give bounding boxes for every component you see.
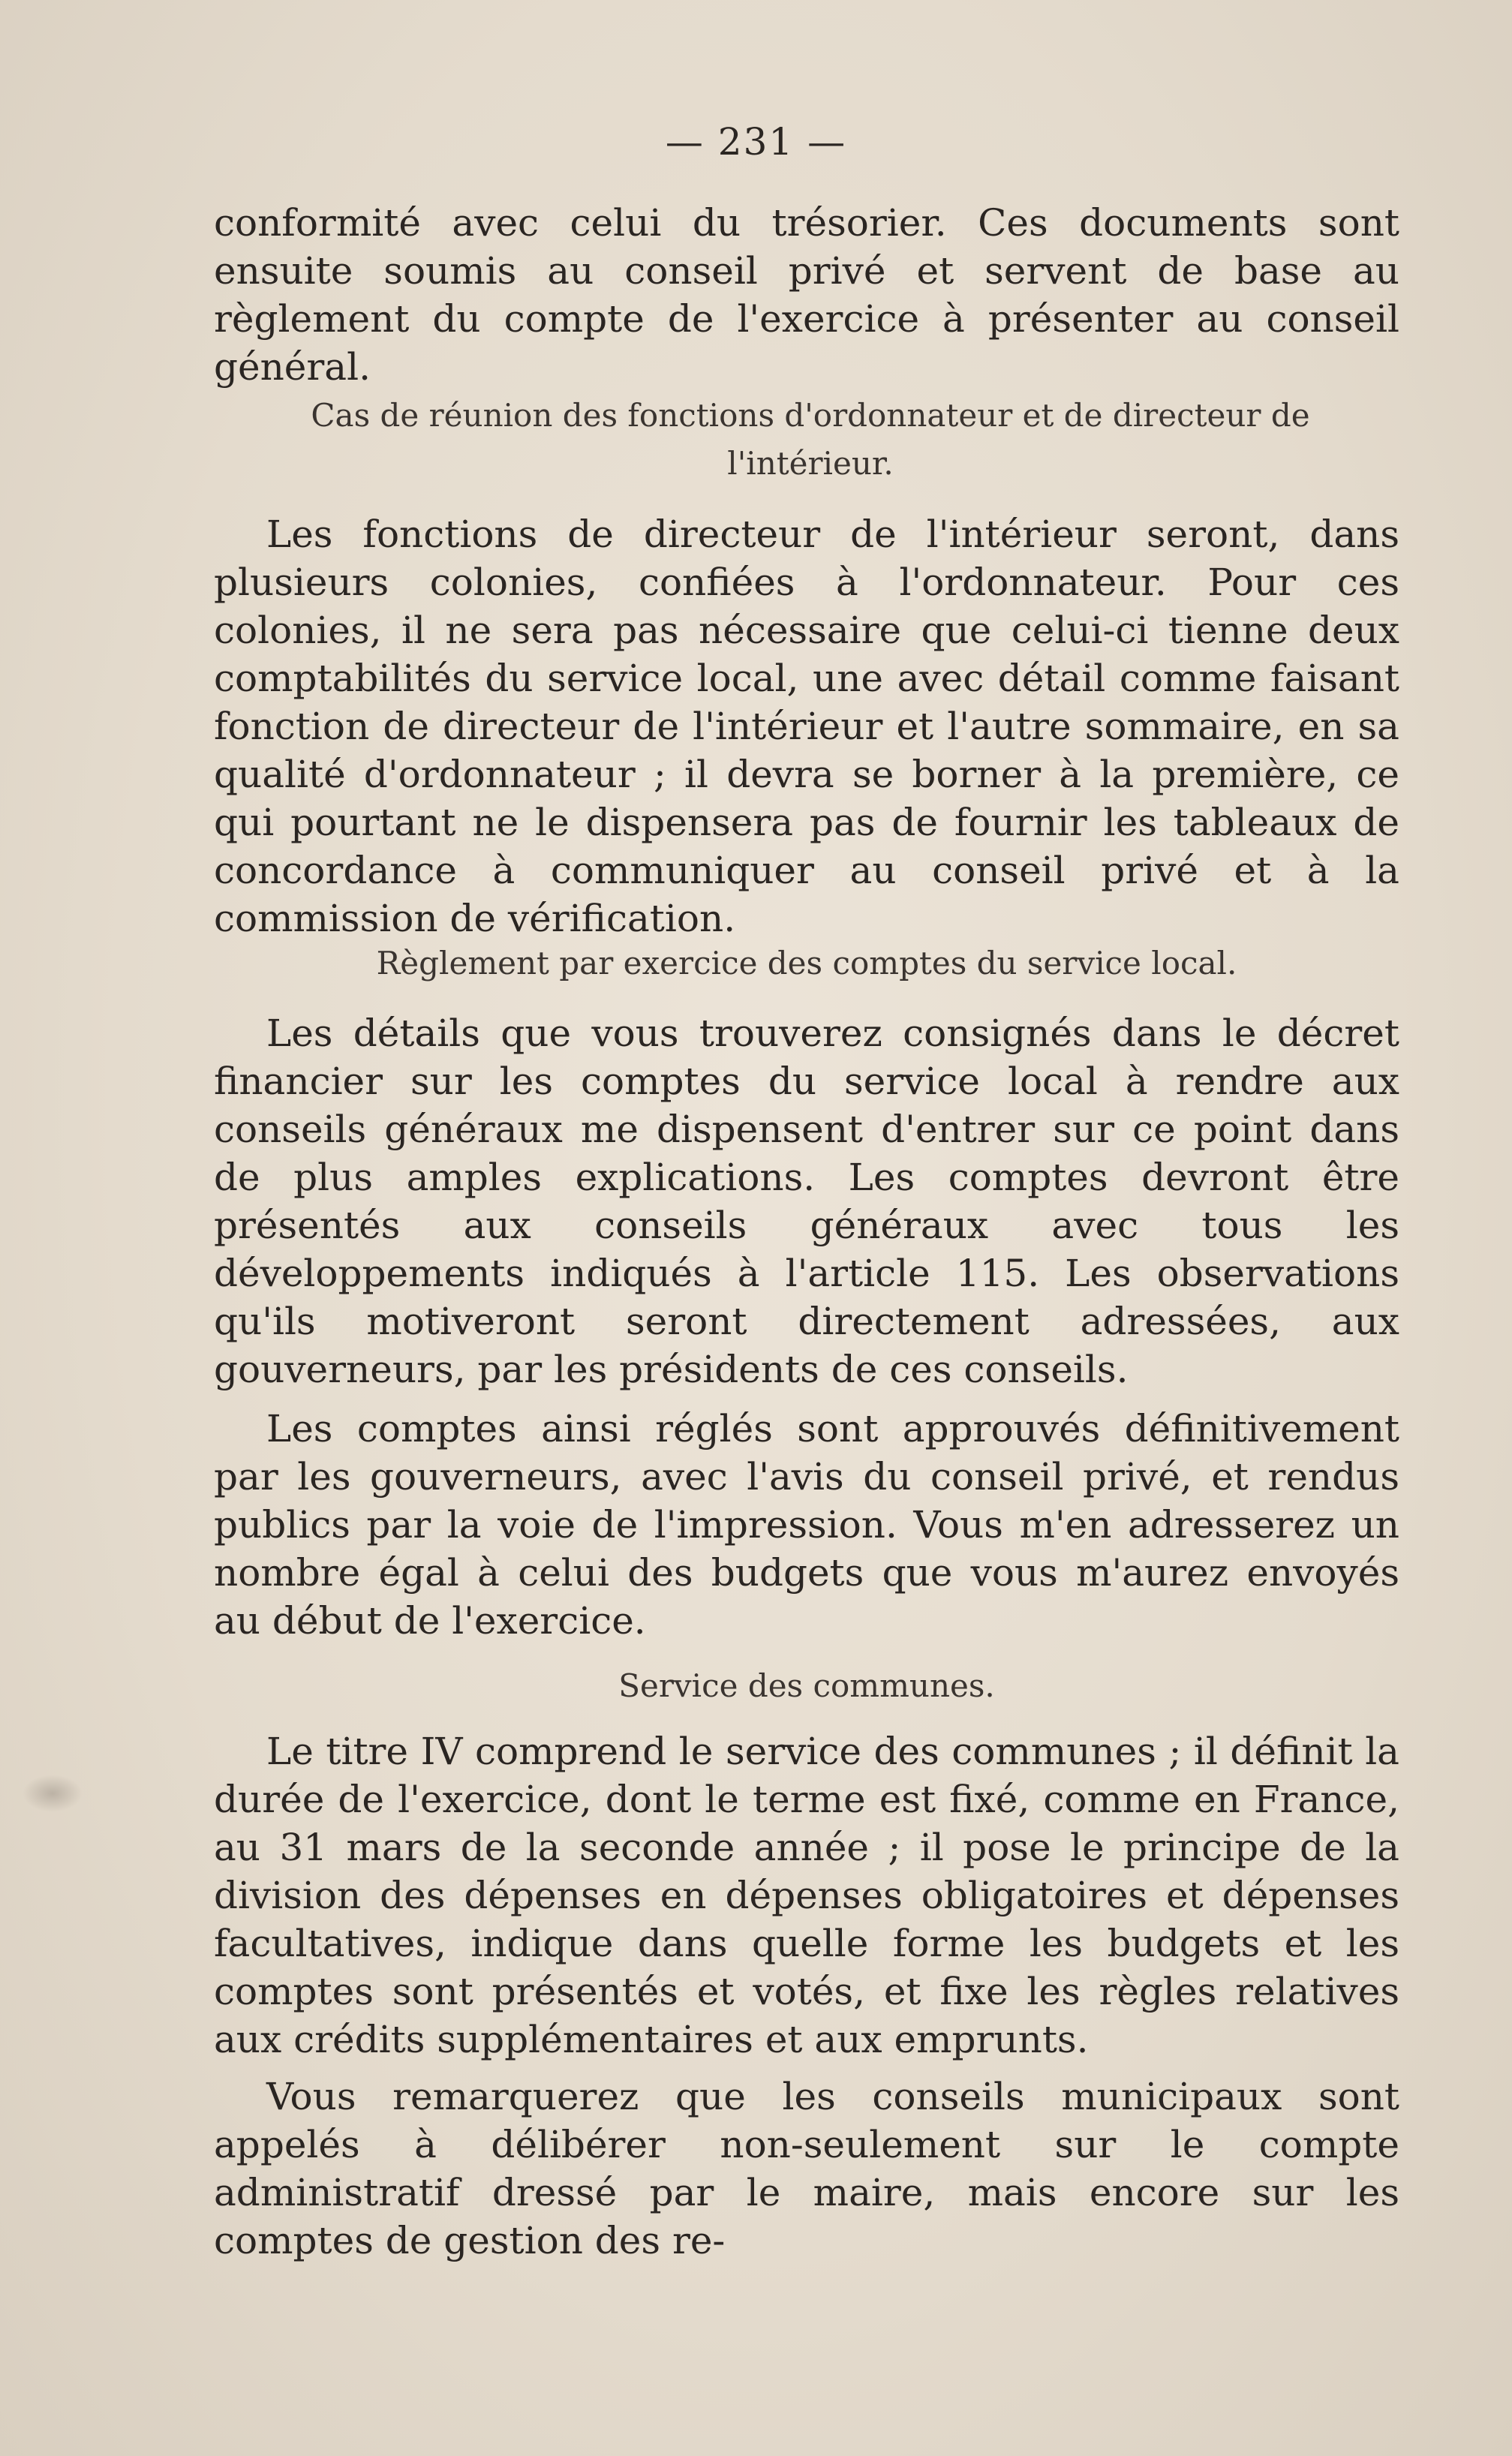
paragraph-conseils-municipaux: Vous remarquerez que les conseils municipaux sont appelés à délibérer non-seulement sur le compte administratif dressé par le maire, mais encore sur les comptes de gestion des re- (214, 2075, 1399, 2262)
paragraph-comptes-approuves: Les comptes ainsi réglés sont approuvés définitivement par les gouverneurs, avec l'avis du conseil privé, et rendus publics par la voie de l'impression. Vous m'en adresserez un nombre égal à celui des budgets que vous m'aurez envoyés au début de l'exercice. (214, 1407, 1399, 1643)
paragraph-titre-iv: Le titre IV comprend le service des communes ; il définit la durée de l'exercice, dont le terme est fixé, comme en France, au 31 mars de la seconde année ; il pose le principe de la division des dépenses en dépenses obligatoires et dépenses facultatives, indique dans quelle forme les budgets et les comptes sont présentés et votés, et fixe les règles relatives aux crédits supplémentaires et aux emprunts. (214, 1730, 1399, 2061)
section-heading-reunion-fonctions: Cas de réunion des fonctions d'ordonnateur et de directeur de l'intérieur. (311, 397, 1310, 482)
section-heading-reglement-comptes: Règlement par exercice des comptes du service local. (376, 945, 1237, 981)
page-number: — 231 — (665, 120, 847, 164)
section-heading-service-communes: Service des communes. (618, 1667, 995, 1704)
paper-smudge (23, 1775, 83, 1812)
paragraph-continuation: conformité avec celui du trésorier. Ces documents sont ensuite soumis au conseil privé et servent de base au règlement du compte de l'exercice à présenter au conseil général. (214, 201, 1399, 389)
paragraph-directeur-interieur: Les fonctions de directeur de l'intérieur seront, dans plusieurs colonies, confiées à l'ordonnateur. Pour ces colonies, il ne sera pas nécessaire que celui-ci tienne deux comptabilités du service local, une avec détail comme faisant fonction de directeur de l'intérieur et l'autre sommaire, en sa qualité d'ordonnateur ; il devra se borner à la première, ce qui pourtant ne le dispensera pas de fournir les tableaux de concordance à communiquer au conseil privé et à la commission de vérification. (214, 513, 1399, 940)
paragraph-details-decret: Les détails que vous trouverez consignés dans le décret financier sur les comptes du service local à rendre aux conseils généraux me dispensent d'entrer sur ce point dans de plus amples explications. Les comptes devront être présentés aux conseils généraux avec tous les développements indiqués à l'article 115. Les observations qu'ils motiveront seront directement adressées, aux gouverneurs, par les présidents de ces conseils. (214, 1012, 1399, 1391)
